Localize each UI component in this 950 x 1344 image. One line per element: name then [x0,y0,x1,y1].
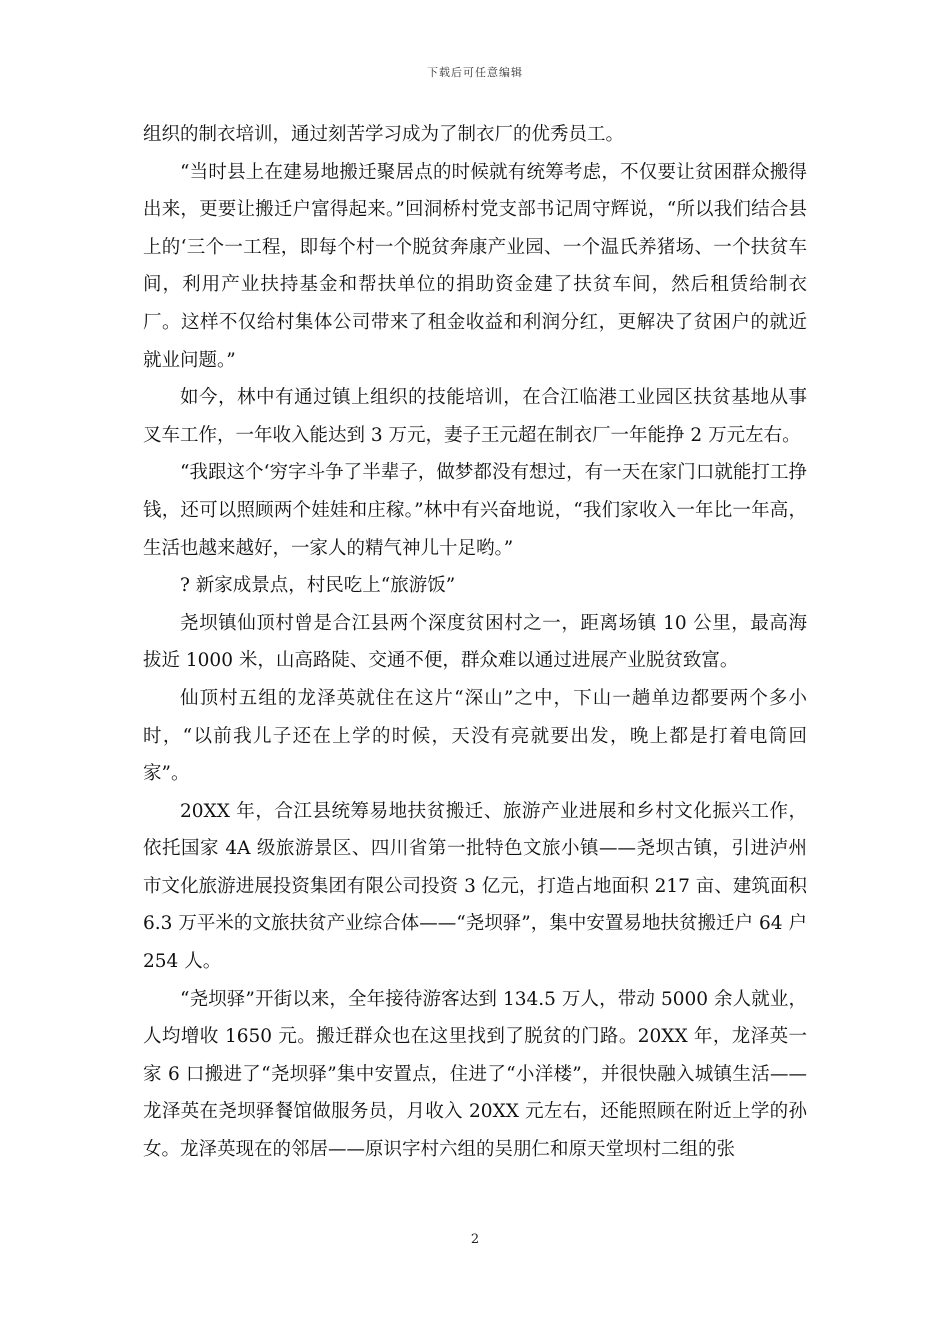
page-number: 2 [470,1232,480,1247]
paragraph-long-zeying: 仙顶村五组的龙泽英就住在这片“深山”之中，下山一趟单边都要两个多小时，“以前我儿子还在上学的时候，天没有亮就要出发，晚上都是打着电筒回家”。 [143,687,807,785]
section-heading: ? 新家成景点，村民吃上“旅游饭” [180,575,456,597]
paragraph-xianding-village: 尧坝镇仙顶村曾是合江县两个深度贫困村之一，距离场镇 10 公里，最高海拔近 1000 米，山高路陡、交通不便，群众难以通过进展产业脱贫致富。 [143,612,807,672]
paragraph-yaobayi: “尧坝驿”开街以来，全年接待游客达到 134.5 万人，带动 5000 余人就业，人均增收 1650 元。搬迁群众也在这里找到了脱贫的门路。20XX 年，龙泽英一家 6 口搬进了“尧坝驿”集中安置点，住进了“小洋楼”，并很快融入城镇生活——龙泽英在尧坝驿餐馆做服务员，月收入 20XX 元左右，还能照顾在附近上学的孙女。龙泽英现在的邻居——原识字村六组的吴朋仁和原天堂坝村二组的张 [143,988,807,1161]
document-body [143,116,807,1169]
paragraph-lin-income: 如今，林中有通过镇上组织的技能培训，在合江临港工业园区扶贫基地从事叉车工作，一年收入能达到 3 万元，妻子王元超在制衣厂一年能挣 2 万元左右。 [143,387,807,446]
paragraph-continuation: 组织的制衣培训，通过刻苦学习成为了制衣厂的优秀员工。 [143,124,625,145]
paragraph-quote-zhou: “当时县上在建易地搬迁聚居点的时候就有统筹考虑，不仅要让贫困群众搬得出来，更要让搬迁户富得起来。”回洞桥村党支部书记周守辉说，“所以我们结合县上的‘三个一工程，即每个村一个脱贫奔康产业园、一个温氏养猪场、一个扶贫车间，利用产业扶持基金和帮扶单位的捐助资金建了扶贫车间，然后租赁给制衣厂。这样不仅给村集体公司带来了租金收益和利润分红，更解决了贫困户的就近就业问题。” [143,161,807,371]
page-header: 下载后可任意编辑 [427,66,523,79]
paragraph-quote-lin: “我跟这个‘穷字斗争了半辈子，做梦都没有想过，有一天在家门口就能打工挣钱，还可以照顾两个娃娃和庄稼。”林中有兴奋地说，“我们家收入一年比一年高，生活也越来越好，一家人的精气神儿十足哟。” [143,462,807,559]
paragraph-hejiang-county: 20XX 年，合江县统筹易地扶贫搬迁、旅游产业进展和乡村文化振兴工作，依托国家 4A 级旅游景区、四川省第一批特色文旅小镇——尧坝古镇，引进泸州市文化旅游进展投资集团有限公司投资 3 亿元，打造占地面积 217 亩、建筑面积 6.3 万平米的文旅扶贫产业综合体——“尧坝驿”，集中安置易地扶贫搬迁户 64 户 254 人。 [143,800,807,973]
